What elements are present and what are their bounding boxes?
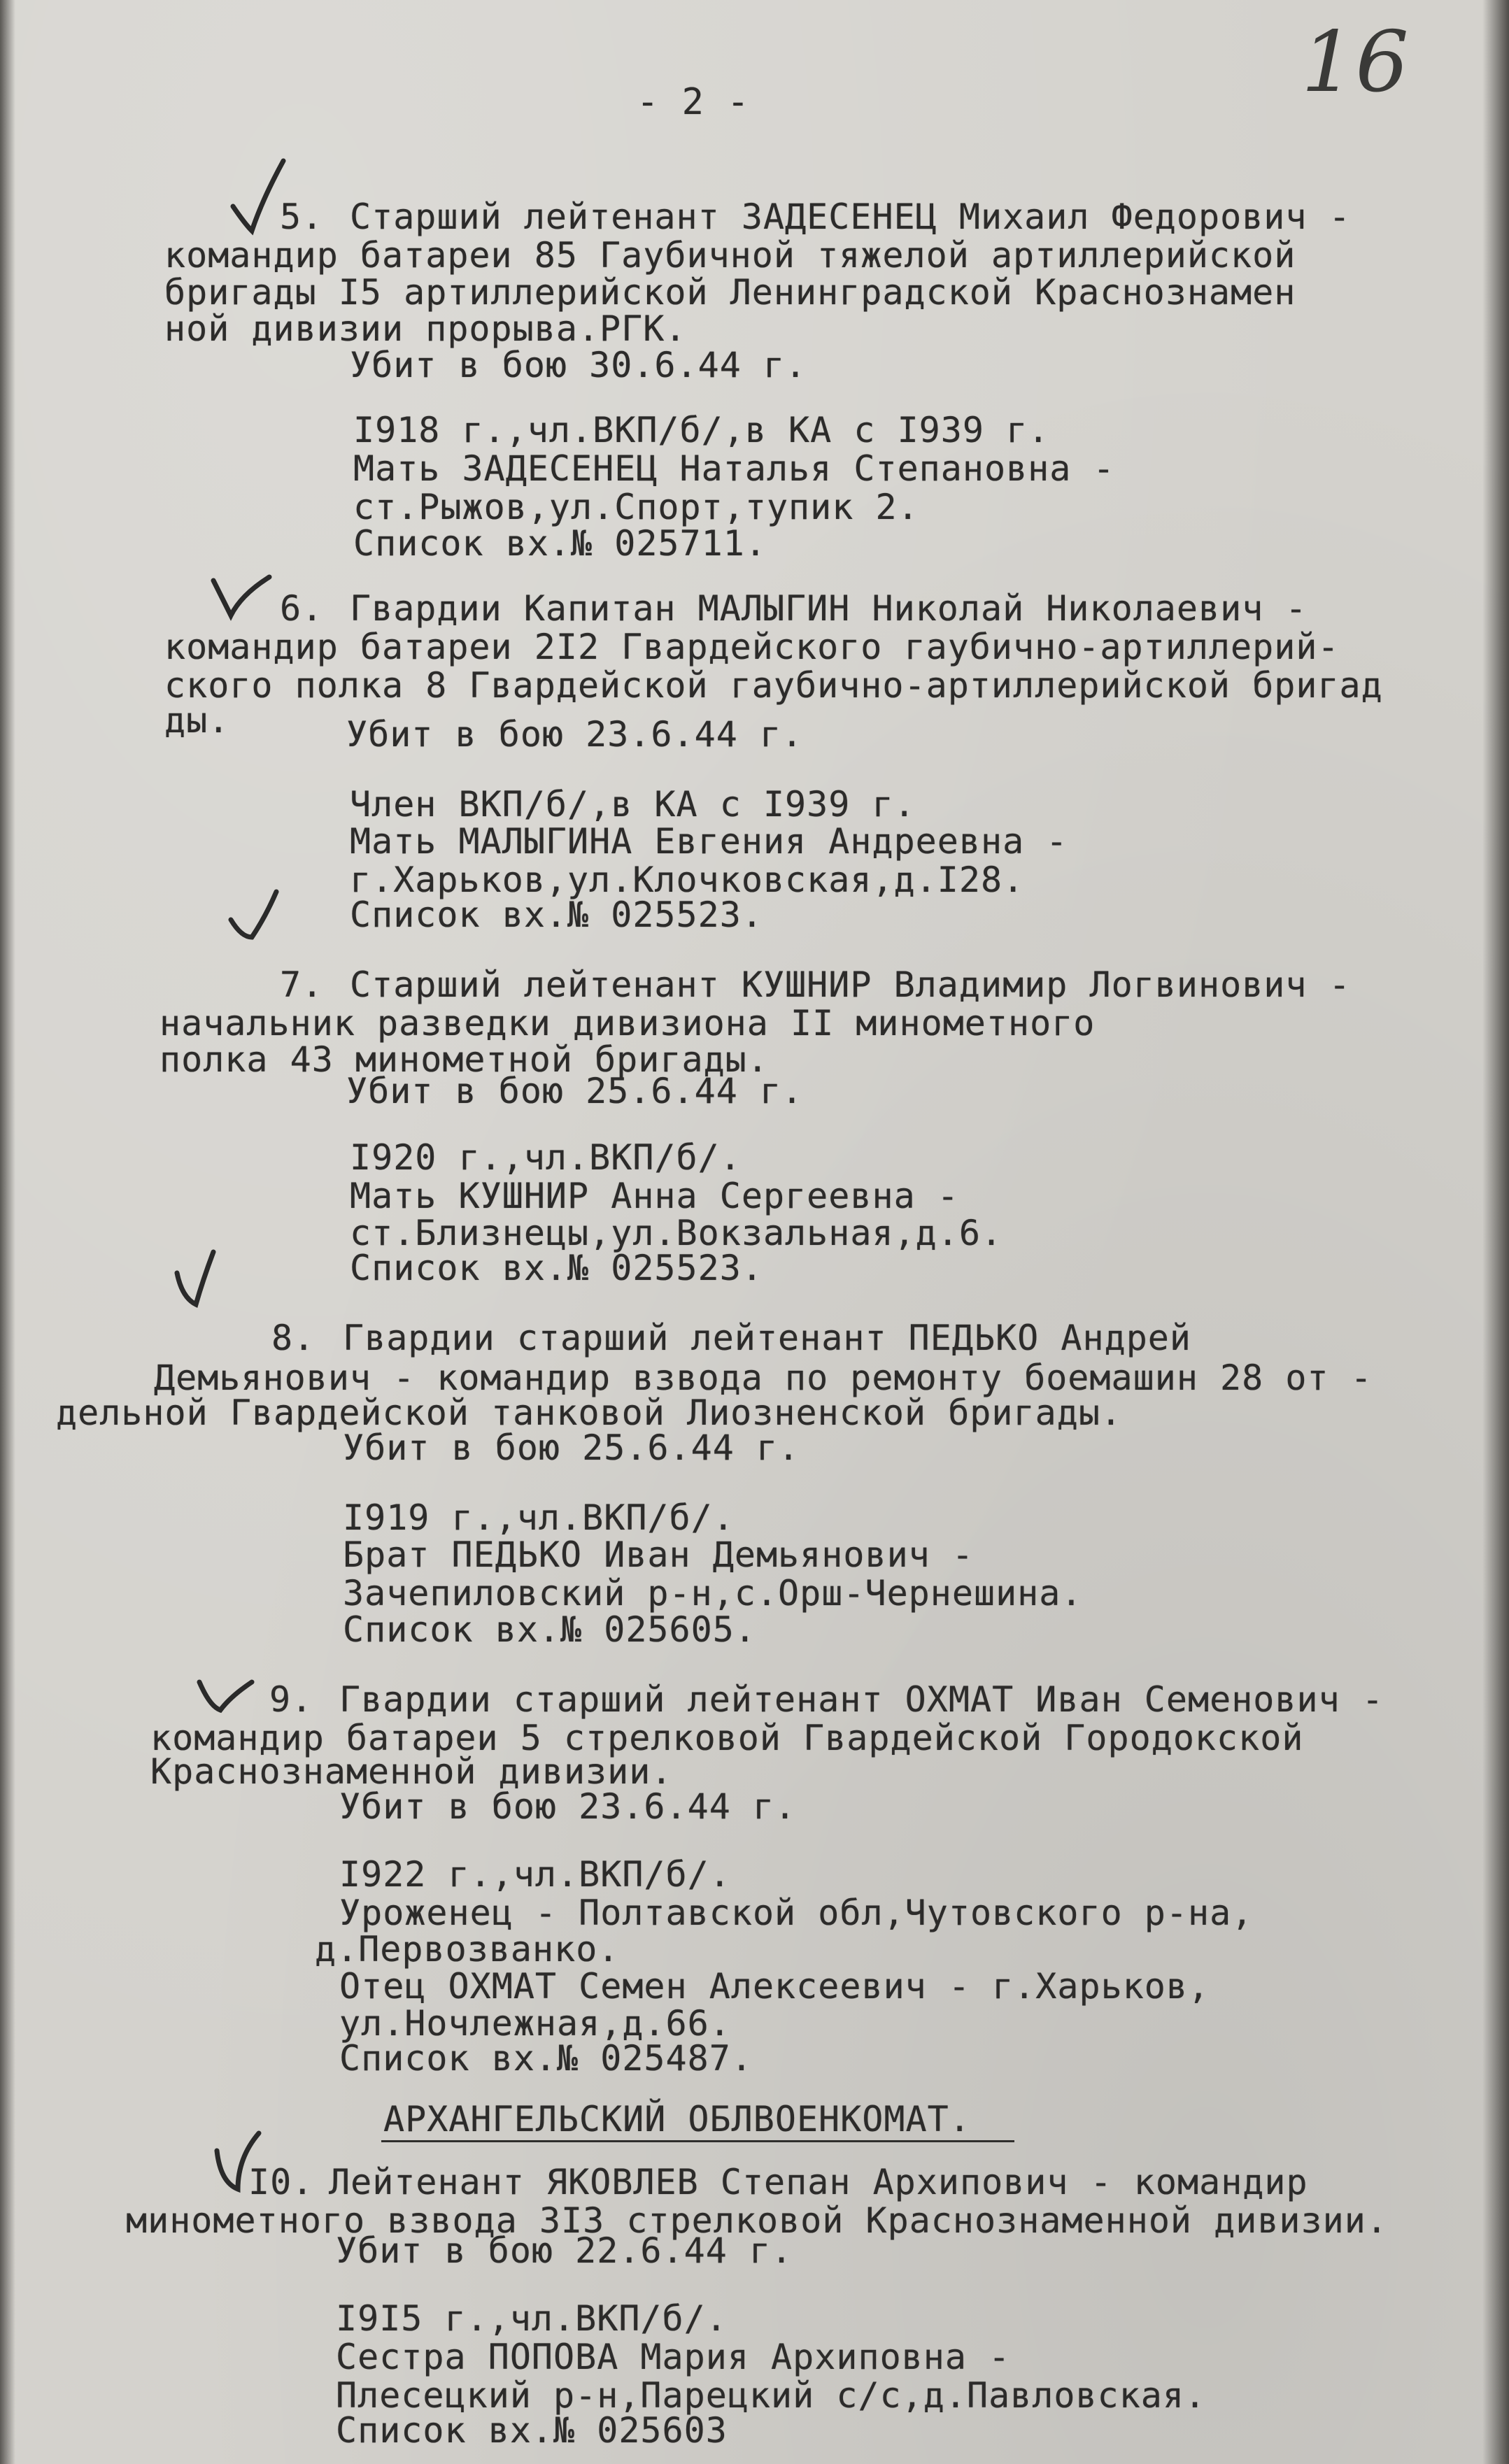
detail-line: г.Харьков,ул.Клочковская,д.I28. xyxy=(350,860,1025,900)
detail-line: Сестра ПОПОВА Мария Архиповна - xyxy=(336,2337,1011,2377)
detail-line: Мать ЗАДЕСЕНЕЦ Наталья Степановна - xyxy=(353,448,1115,489)
killed-line: Убит в бою 30.6.44 г. xyxy=(350,345,807,385)
section-title: АРХАНГЕЛЬСКИЙ ОБЛВОЕНКОМАТ. xyxy=(383,2099,971,2139)
check-mark-icon xyxy=(192,1668,262,1739)
entry-number: 8. xyxy=(271,1318,316,1358)
entry-line: командир батареи 85 Гаубичной тяжелой артиллерийской xyxy=(164,235,1296,276)
entry-line: Гвардии старший лейтенант ПЕДЬКО Андрей xyxy=(343,1318,1191,1358)
entry-number: I0. xyxy=(248,2162,314,2202)
check-mark-icon xyxy=(171,1245,234,1323)
entry-line: Гвардии старший лейтенант ОХМАТ Иван Семенович - xyxy=(339,1679,1384,1720)
detail-line: Плесецкий р-н,Парецкий с/с,д.Павловская. xyxy=(336,2375,1207,2416)
handwritten-folio-number: 16 xyxy=(1301,14,1410,111)
detail-line: Список вх.№ 025487. xyxy=(339,2038,753,2079)
entry-number: 9. xyxy=(269,1679,313,1720)
section-title-underline xyxy=(381,2140,1014,2142)
detail-line: I922 г.,чл.ВКП/б/. xyxy=(339,1854,731,1895)
entry-line: Лейтенант ЯКОВЛЕВ Степан Архипович - командир xyxy=(329,2162,1308,2202)
check-mark-icon xyxy=(227,157,290,243)
entry-line: полка 43 минометной бригады. xyxy=(160,1039,769,1080)
entry-line: Краснознаменной дивизии. xyxy=(150,1751,673,1792)
detail-line: ст.Близнецы,ул.Вокзальная,д.6. xyxy=(350,1213,1003,1253)
detail-line: Уроженец - Полтавской обл,Чутовского р-на, xyxy=(339,1893,1254,1933)
killed-line: Убит в бою 23.6.44 г. xyxy=(339,1786,797,1827)
detail-line: I920 г.,чл.ВКП/б/. xyxy=(350,1137,742,1178)
entry-line: Старший лейтенант ЗАДЕСЕНЕЦ Михаил Федорович - xyxy=(350,197,1351,237)
detail-line: Список вх.№ 025605. xyxy=(343,1609,756,1650)
page-edge-right xyxy=(1482,0,1509,2464)
entry-number: 7. xyxy=(280,964,324,1005)
entry-line: начальник разведки дивизиона II минометного xyxy=(160,1003,1096,1044)
detail-line: Список вх.№ 025523. xyxy=(350,895,763,935)
detail-line: ст.Рыжов,ул.Спорт,тупик 2. xyxy=(353,487,919,527)
detail-line: I918 г.,чл.ВКП/б/,в КА с I939 г. xyxy=(353,410,1050,450)
entry-line: ной дивизии прорыва.РГК. xyxy=(164,308,687,349)
entry-line: ды. xyxy=(164,700,230,741)
check-mark-icon xyxy=(210,2123,273,2208)
entry-number: 5. xyxy=(280,197,324,237)
killed-line: Убит в бою 25.6.44 г. xyxy=(343,1427,800,1468)
check-mark-icon xyxy=(224,888,294,953)
detail-line: Список вх.№ 025603 xyxy=(336,2410,728,2451)
entry-line: командир батареи 2I2 Гвардейского гаубично-артиллерий- xyxy=(164,627,1340,667)
entry-line: Гвардии Капитан МАЛЫГИН Николай Николаевич - xyxy=(350,588,1308,629)
entry-line: командир батареи 5 стрелковой Гвардейской Городокской xyxy=(150,1718,1304,1758)
detail-line: Зачепиловский р-н,с.Орш-Чернешина. xyxy=(343,1573,1083,1614)
entry-line: ского полка 8 Гвардейской гаубично-артиллерийской бригад xyxy=(164,665,1383,706)
detail-line: Мать МАЛЫГИНА Евгения Андреевна - xyxy=(350,821,1068,862)
detail-line: Мать КУШНИР Анна Сергеевна - xyxy=(350,1176,959,1216)
page-number: - 2 - xyxy=(637,81,750,123)
entry-line: Старший лейтенант КУШНИР Владимир Логвинович - xyxy=(350,964,1351,1005)
entry-line: дельной Гвардейской танковой Лиозненской бригады. xyxy=(56,1393,1123,1433)
killed-line: Убит в бою 22.6.44 г. xyxy=(336,2230,793,2271)
page-edge-left xyxy=(0,0,15,2464)
detail-line: I919 г.,чл.ВКП/б/. xyxy=(343,1497,735,1538)
detail-line: Список вх.№ 025523. xyxy=(350,1248,763,1288)
killed-line: Убит в бою 23.6.44 г. xyxy=(346,714,804,755)
entry-line: Демьянович - командир взвода по ремонту боемашин 28 от - xyxy=(154,1358,1373,1398)
entry-line: минометного взвода 3I3 стрелковой Краснознаменной дивизии. xyxy=(126,2200,1388,2241)
detail-line: д.Первозванко. xyxy=(315,1929,620,1970)
entry-line: бригады I5 артиллерийской Ленинградской Краснознамен xyxy=(164,272,1296,313)
detail-line: Член ВКП/б/,в КА с I939 г. xyxy=(350,784,916,825)
detail-line: ул.Ночлежная,д.66. xyxy=(339,2003,731,2044)
detail-line: Список вх.№ 025711. xyxy=(353,523,767,564)
check-mark-icon xyxy=(210,560,280,631)
detail-line: Брат ПЕДЬКО Иван Демьянович - xyxy=(343,1534,974,1575)
detail-line: Отец ОХМАТ Семен Алексеевич - г.Харьков, xyxy=(339,1966,1210,2007)
detail-line: I9I5 г.,чл.ВКП/б/. xyxy=(336,2298,728,2339)
killed-line: Убит в бою 25.6.44 г. xyxy=(346,1071,804,1111)
entry-number: 6. xyxy=(280,588,324,629)
